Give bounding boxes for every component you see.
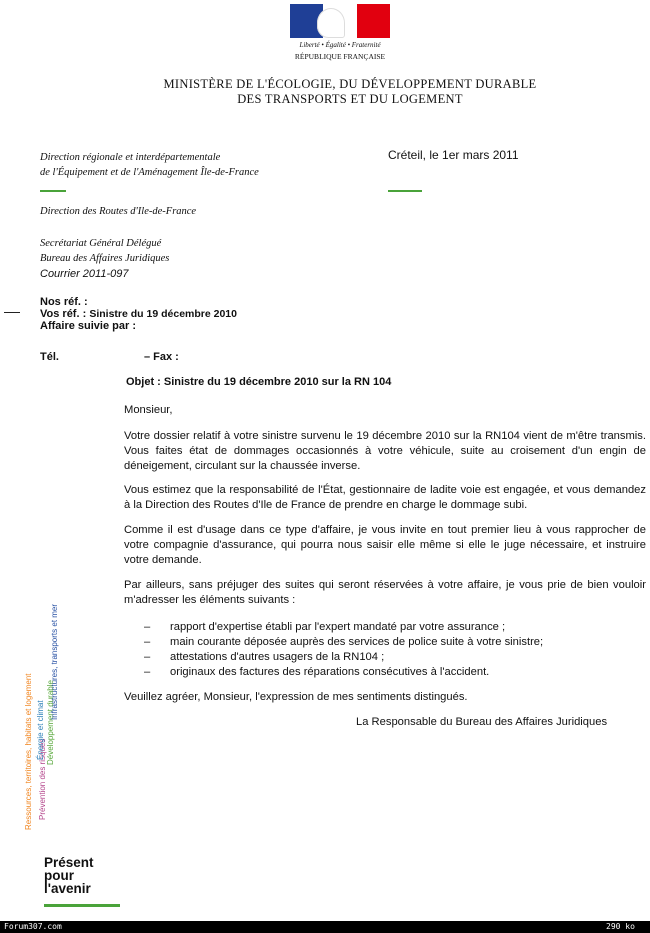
salutation: Monsieur, [124, 404, 173, 416]
paragraph-2: Vous estimez que la responsabilité de l'État, gestionnaire de ladite voie est engagée, et vous demandez à la Direction des Routes d'Ile de France de prendre en charge le dommage subi. [124, 484, 646, 511]
side-label-prevention: Prévention des risques [38, 738, 47, 820]
side-label-infrastructures: Infrastructures, transports et mer [50, 603, 59, 720]
nos-ref-label: Nos réf. : [40, 296, 88, 308]
ministry-line-2: DES TRANSPORTS ET DU LOGEMENT [237, 92, 463, 106]
paragraph-1: Votre dossier relatif à votre sinistre survenu le 19 décembre 2010 sur la RN104 vient de m'être transmis. Vous faites état de dommages occasionnés à votre véhicule, suite au croisement d'un engin de déneigement, circulant sur la chaussée inverse. [124, 430, 646, 472]
direction-line-2: de l'Équipement et de l'Aménagement Île-de-France [40, 167, 259, 178]
vos-ref-label: Vos réf. : [40, 308, 87, 320]
list-item: – main courante déposée auprès des services de police suite à votre sinistre; [144, 635, 644, 650]
tel-label: Tél. [40, 351, 59, 363]
courrier-number: Courrier 2011-097 [40, 268, 129, 280]
direction-line-1: Direction régionale et interdépartementale [40, 152, 221, 163]
ministry-title [100, 77, 600, 107]
fold-mark [4, 312, 20, 313]
green-divider-left [40, 190, 66, 192]
side-label-ressources: Ressources, territoires, habitats et logement [24, 673, 33, 830]
secretariat-line-1: Secrétariat Général Délégué [40, 238, 162, 249]
footer-site: Forum307.com [4, 922, 62, 931]
slogan-line-1: Présent [44, 855, 94, 870]
paragraph-3: Comme il est d'usage dans ce type d'affaire, je vous invite en tout premier lieu à vous rapprocher de votre compagnie d'assurance, qui pourra nous saisir elle même si elle le juge nécessaire, et instruire votre demande. [124, 524, 646, 566]
secretariat-block [40, 236, 169, 266]
letter-date: Créteil, le 1er mars 2011 [388, 148, 519, 162]
list-item: – originaux des factures des réparations consécutives à l'accident. [144, 665, 644, 680]
footer-bar [0, 921, 650, 933]
fax-label: – Fax : [144, 351, 179, 363]
marianne-logo [290, 4, 390, 38]
green-divider-right [388, 190, 422, 192]
marianne-profile-icon [323, 4, 356, 38]
republic-name: RÉPUBLIQUE FRANÇAISE [294, 52, 386, 61]
affaire-label: Affaire suivie par : [40, 320, 136, 332]
side-label-energie: Énergie et climat [36, 700, 45, 760]
footer-file-size: 290 ko [606, 922, 635, 931]
vos-ref-row [40, 308, 237, 320]
ministry-line-1: MINISTÈRE DE L'ÉCOLOGIE, DU DÉVELOPPEMENT DURABLE [163, 77, 537, 91]
letter-subject: Objet : Sinistre du 19 décembre 2010 sur la RN 104 [126, 376, 392, 388]
slogan-line-2: pour [44, 868, 74, 883]
side-label-developpement: Développement durable [46, 680, 55, 765]
slogan [44, 856, 94, 895]
slogan-underline [44, 904, 120, 907]
flag-red-band [357, 4, 390, 38]
signer-title: La Responsable du Bureau des Affaires Juridiques [356, 716, 608, 728]
secretariat-line-2: Bureau des Affaires Juridiques [40, 253, 170, 264]
references-block [40, 296, 237, 332]
list-item: – rapport d'expertise établi par l'expert mandaté par votre assurance ; [144, 620, 644, 635]
paragraph-4: Par ailleurs, sans préjuger des suites qui seront réservées à votre affaire, je vous prie de bien vouloir m'adresser les éléments suivants : [124, 579, 646, 606]
routes-direction: Direction des Routes d'Ile-de-France [40, 206, 197, 217]
slogan-line-3: l'avenir [44, 881, 91, 896]
requested-documents-list [144, 620, 644, 680]
republic-motto: Liberté • Égalité • Fraternité [299, 41, 381, 49]
vos-ref-value: Sinistre du 19 décembre 2010 [89, 308, 237, 320]
list-item: – attestations d'autres usagers de la RN104 ; [144, 650, 644, 665]
closing-formula: Veuillez agréer, Monsieur, l'expression de mes sentiments distingués. [124, 691, 468, 703]
direction-block [40, 150, 259, 180]
